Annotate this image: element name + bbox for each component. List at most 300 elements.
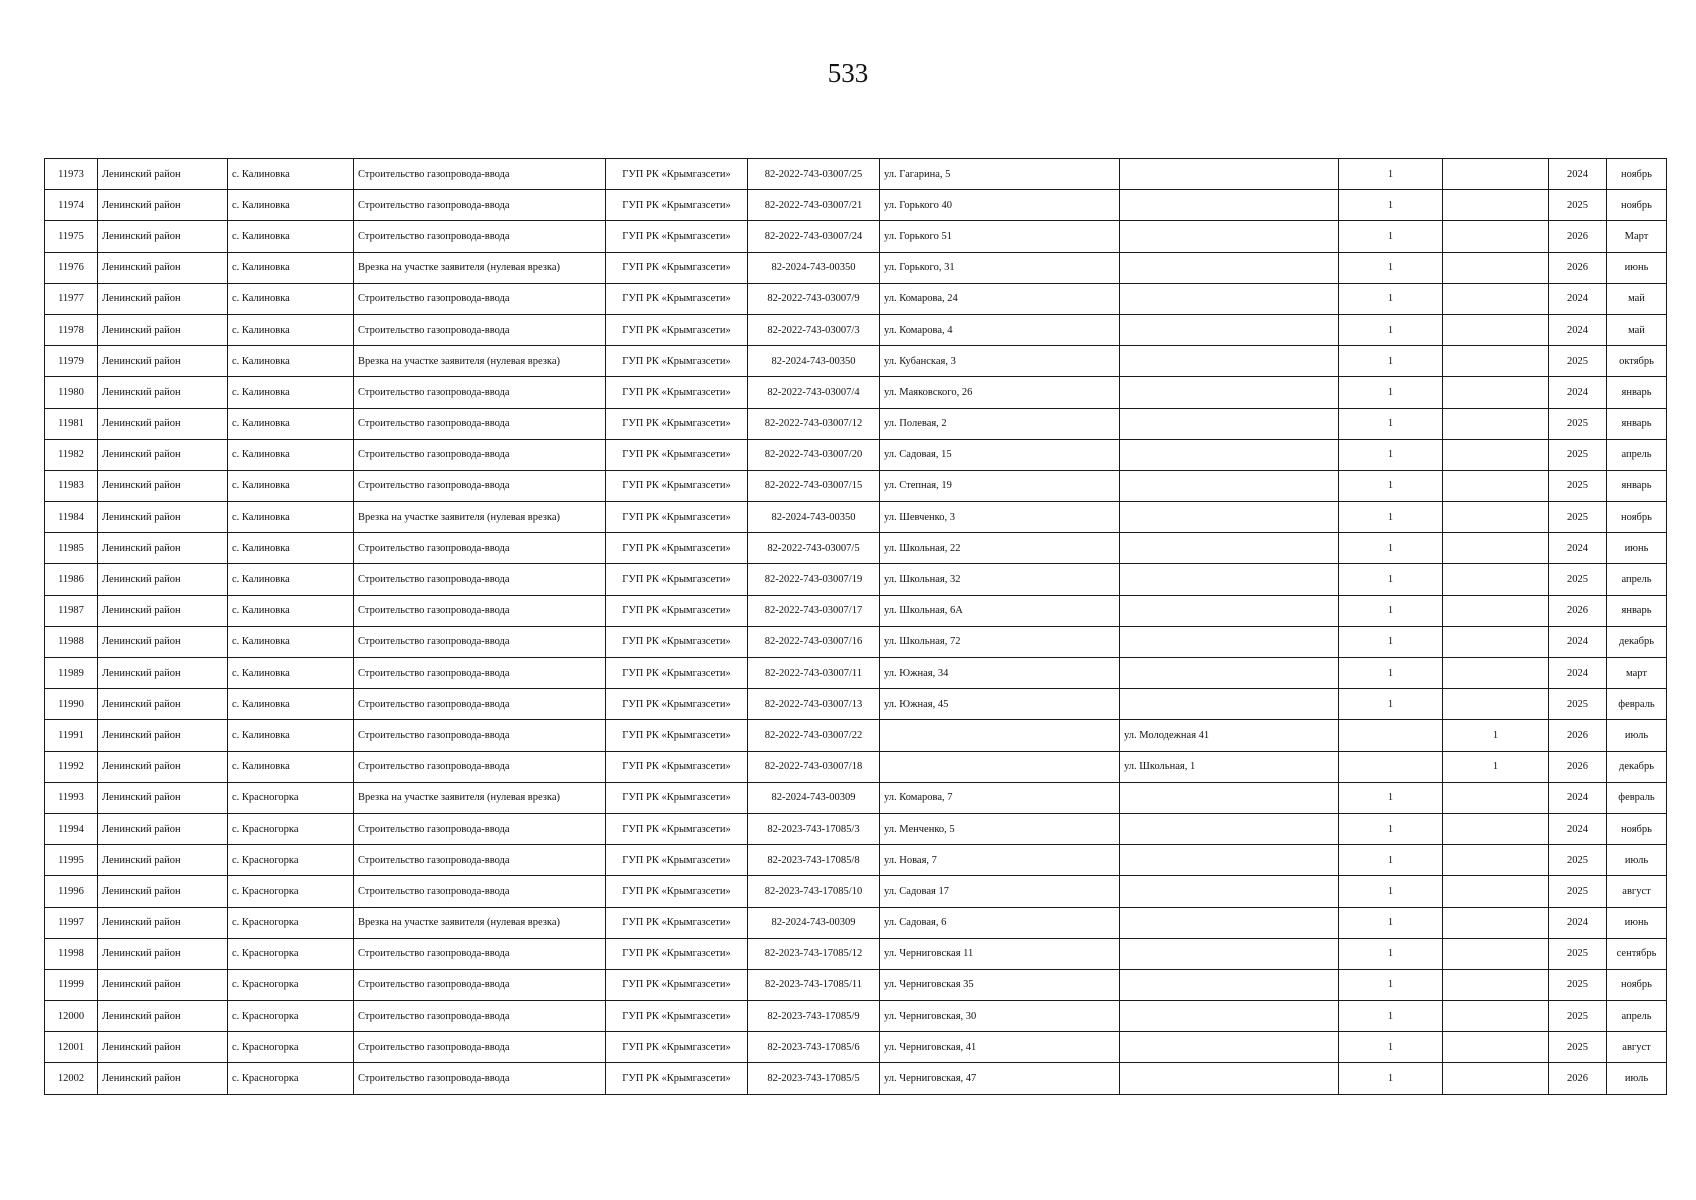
row-number-cell: 11980 [45, 377, 98, 408]
settlement-cell: с. Красногорка [228, 938, 354, 969]
quantity-primary-cell: 1 [1339, 813, 1443, 844]
address-primary-cell: ул. Черниговская 11 [880, 938, 1120, 969]
year-cell: 2025 [1549, 969, 1607, 1000]
settlement-cell: с. Калиновка [228, 252, 354, 283]
year-cell: 2026 [1549, 1063, 1607, 1094]
address-primary-cell [880, 720, 1120, 751]
contractor-cell: ГУП РК «Крымгазсети» [606, 813, 748, 844]
district-cell: Ленинский район [98, 658, 228, 689]
row-number-cell: 11984 [45, 502, 98, 533]
contractor-cell: ГУП РК «Крымгазсети» [606, 377, 748, 408]
district-cell: Ленинский район [98, 845, 228, 876]
month-cell: октябрь [1607, 346, 1667, 377]
month-cell: апрель [1607, 1001, 1667, 1032]
year-cell: 2024 [1549, 813, 1607, 844]
contract-code-cell: 82-2023-743-17085/12 [748, 938, 880, 969]
address-primary-cell: ул. Менченко, 5 [880, 813, 1120, 844]
address-primary-cell: ул. Школьная, 72 [880, 626, 1120, 657]
address-secondary-cell [1120, 658, 1339, 689]
row-number-cell: 11993 [45, 782, 98, 813]
quantity-secondary-cell: 1 [1443, 751, 1549, 782]
quantity-primary-cell: 1 [1339, 221, 1443, 252]
row-number-cell: 11987 [45, 595, 98, 626]
year-cell: 2025 [1549, 439, 1607, 470]
address-secondary-cell [1120, 689, 1339, 720]
month-cell: апрель [1607, 439, 1667, 470]
row-number-cell: 11997 [45, 907, 98, 938]
row-number-cell: 11992 [45, 751, 98, 782]
row-number-cell: 11991 [45, 720, 98, 751]
quantity-primary-cell: 1 [1339, 502, 1443, 533]
table-row [45, 845, 1667, 876]
district-cell: Ленинский район [98, 377, 228, 408]
table-row [45, 314, 1667, 345]
row-number-cell: 11995 [45, 845, 98, 876]
contract-code-cell: 82-2023-743-17085/5 [748, 1063, 880, 1094]
address-primary-cell: ул. Кубанская, 3 [880, 346, 1120, 377]
month-cell: июль [1607, 1063, 1667, 1094]
table-row [45, 377, 1667, 408]
quantity-secondary-cell [1443, 221, 1549, 252]
contract-code-cell: 82-2022-743-03007/22 [748, 720, 880, 751]
quantity-primary-cell: 1 [1339, 314, 1443, 345]
year-cell: 2024 [1549, 907, 1607, 938]
work-type-cell: Строительство газопровода-ввода [354, 876, 606, 907]
contractor-cell: ГУП РК «Крымгазсети» [606, 626, 748, 657]
quantity-primary-cell: 1 [1339, 533, 1443, 564]
contractor-cell: ГУП РК «Крымгазсети» [606, 1032, 748, 1063]
row-number-cell: 11981 [45, 408, 98, 439]
month-cell: март [1607, 658, 1667, 689]
settlement-cell: с. Красногорка [228, 1001, 354, 1032]
month-cell: апрель [1607, 564, 1667, 595]
address-secondary-cell [1120, 969, 1339, 1000]
table-row [45, 346, 1667, 377]
month-cell: июнь [1607, 907, 1667, 938]
address-primary-cell: ул. Комарова, 4 [880, 314, 1120, 345]
work-type-cell: Врезка на участке заявителя (нулевая врезка) [354, 252, 606, 283]
row-number-cell: 11999 [45, 969, 98, 1000]
year-cell: 2024 [1549, 314, 1607, 345]
settlement-cell: с. Красногорка [228, 813, 354, 844]
contractor-cell: ГУП РК «Крымгазсети» [606, 190, 748, 221]
work-type-cell: Строительство газопровода-ввода [354, 813, 606, 844]
table-row [45, 876, 1667, 907]
quantity-primary-cell: 1 [1339, 689, 1443, 720]
table-row [45, 1063, 1667, 1094]
contractor-cell: ГУП РК «Крымгазсети» [606, 751, 748, 782]
contractor-cell: ГУП РК «Крымгазсети» [606, 1063, 748, 1094]
work-type-cell: Врезка на участке заявителя (нулевая врезка) [354, 782, 606, 813]
address-primary-cell: ул. Садовая, 6 [880, 907, 1120, 938]
month-cell: февраль [1607, 689, 1667, 720]
table-row [45, 1032, 1667, 1063]
work-type-cell: Строительство газопровода-ввода [354, 1063, 606, 1094]
quantity-secondary-cell [1443, 1001, 1549, 1032]
contractor-cell: ГУП РК «Крымгазсети» [606, 439, 748, 470]
year-cell: 2025 [1549, 1001, 1607, 1032]
contract-code-cell: 82-2023-743-17085/3 [748, 813, 880, 844]
month-cell: май [1607, 283, 1667, 314]
district-cell: Ленинский район [98, 720, 228, 751]
month-cell: Март [1607, 221, 1667, 252]
year-cell: 2025 [1549, 938, 1607, 969]
work-type-cell: Строительство газопровода-ввода [354, 689, 606, 720]
contractor-cell: ГУП РК «Крымгазсети» [606, 876, 748, 907]
address-primary-cell: ул. Комарова, 24 [880, 283, 1120, 314]
year-cell: 2024 [1549, 533, 1607, 564]
address-primary-cell: ул. Гагарина, 5 [880, 159, 1120, 190]
month-cell: декабрь [1607, 751, 1667, 782]
settlement-cell: с. Калиновка [228, 408, 354, 439]
address-secondary-cell [1120, 938, 1339, 969]
contractor-cell: ГУП РК «Крымгазсети» [606, 159, 748, 190]
work-type-cell: Строительство газопровода-ввода [354, 314, 606, 345]
table-row [45, 626, 1667, 657]
row-number-cell: 11983 [45, 470, 98, 501]
row-number-cell: 11990 [45, 689, 98, 720]
contract-code-cell: 82-2023-743-17085/11 [748, 969, 880, 1000]
work-type-cell: Строительство газопровода-ввода [354, 190, 606, 221]
month-cell: январь [1607, 408, 1667, 439]
year-cell: 2024 [1549, 283, 1607, 314]
settlement-cell: с. Калиновка [228, 470, 354, 501]
contract-code-cell: 82-2022-743-03007/4 [748, 377, 880, 408]
district-cell: Ленинский район [98, 938, 228, 969]
settlement-cell: с. Красногорка [228, 1032, 354, 1063]
address-secondary-cell [1120, 377, 1339, 408]
row-number-cell: 11976 [45, 252, 98, 283]
quantity-primary-cell: 1 [1339, 564, 1443, 595]
quantity-secondary-cell [1443, 190, 1549, 221]
address-secondary-cell [1120, 1032, 1339, 1063]
work-type-cell: Строительство газопровода-ввода [354, 221, 606, 252]
address-secondary-cell [1120, 595, 1339, 626]
row-number-cell: 11978 [45, 314, 98, 345]
quantity-primary-cell: 1 [1339, 1001, 1443, 1032]
work-type-cell: Строительство газопровода-ввода [354, 1032, 606, 1063]
contractor-cell: ГУП РК «Крымгазсети» [606, 283, 748, 314]
district-cell: Ленинский район [98, 502, 228, 533]
district-cell: Ленинский район [98, 314, 228, 345]
table-row [45, 751, 1667, 782]
address-secondary-cell [1120, 408, 1339, 439]
work-type-cell: Врезка на участке заявителя (нулевая врезка) [354, 907, 606, 938]
contract-code-cell: 82-2023-743-17085/6 [748, 1032, 880, 1063]
quantity-secondary-cell [1443, 283, 1549, 314]
district-cell: Ленинский район [98, 470, 228, 501]
settlement-cell: с. Калиновка [228, 658, 354, 689]
address-secondary-cell [1120, 502, 1339, 533]
quantity-secondary-cell: 1 [1443, 720, 1549, 751]
month-cell: январь [1607, 377, 1667, 408]
address-primary-cell: ул. Черниговская, 30 [880, 1001, 1120, 1032]
page-number: 533 [827, 58, 869, 88]
table-row [45, 595, 1667, 626]
address-secondary-cell [1120, 252, 1339, 283]
quantity-secondary-cell [1443, 845, 1549, 876]
quantity-secondary-cell [1443, 626, 1549, 657]
address-secondary-cell [1120, 439, 1339, 470]
month-cell: ноябрь [1607, 190, 1667, 221]
contractor-cell: ГУП РК «Крымгазсети» [606, 221, 748, 252]
work-type-cell: Строительство газопровода-ввода [354, 845, 606, 876]
month-cell: декабрь [1607, 626, 1667, 657]
district-cell: Ленинский район [98, 346, 228, 377]
year-cell: 2025 [1549, 502, 1607, 533]
settlement-cell: с. Калиновка [228, 595, 354, 626]
row-number-cell: 11994 [45, 813, 98, 844]
table-row [45, 252, 1667, 283]
district-cell: Ленинский район [98, 564, 228, 595]
address-primary-cell: ул. Школьная, 32 [880, 564, 1120, 595]
quantity-secondary-cell [1443, 658, 1549, 689]
contract-code-cell: 82-2022-743-03007/9 [748, 283, 880, 314]
contract-code-cell: 82-2023-743-17085/8 [748, 845, 880, 876]
work-type-cell: Строительство газопровода-ввода [354, 969, 606, 1000]
address-secondary-cell [1120, 907, 1339, 938]
contract-code-cell: 82-2024-743-00350 [748, 502, 880, 533]
address-secondary-cell [1120, 314, 1339, 345]
district-cell: Ленинский район [98, 190, 228, 221]
quantity-secondary-cell [1443, 252, 1549, 283]
row-number-cell: 11975 [45, 221, 98, 252]
table-row [45, 1001, 1667, 1032]
quantity-secondary-cell [1443, 346, 1549, 377]
address-primary-cell: ул. Степная, 19 [880, 470, 1120, 501]
contract-code-cell: 82-2022-743-03007/12 [748, 408, 880, 439]
contractor-cell: ГУП РК «Крымгазсети» [606, 470, 748, 501]
quantity-primary-cell: 1 [1339, 439, 1443, 470]
table-row [45, 689, 1667, 720]
row-number-cell: 11979 [45, 346, 98, 377]
work-type-cell: Строительство газопровода-ввода [354, 626, 606, 657]
year-cell: 2025 [1549, 845, 1607, 876]
contractor-cell: ГУП РК «Крымгазсети» [606, 689, 748, 720]
contractor-cell: ГУП РК «Крымгазсети» [606, 782, 748, 813]
settlement-cell: с. Калиновка [228, 533, 354, 564]
address-secondary-cell [1120, 564, 1339, 595]
contractor-cell: ГУП РК «Крымгазсети» [606, 595, 748, 626]
contract-code-cell: 82-2022-743-03007/3 [748, 314, 880, 345]
contract-code-cell: 82-2023-743-17085/9 [748, 1001, 880, 1032]
work-type-cell: Строительство газопровода-ввода [354, 377, 606, 408]
settlement-cell: с. Калиновка [228, 221, 354, 252]
year-cell: 2025 [1549, 689, 1607, 720]
district-cell: Ленинский район [98, 626, 228, 657]
contractor-cell: ГУП РК «Крымгазсети» [606, 533, 748, 564]
address-secondary-cell [1120, 1001, 1339, 1032]
work-type-cell: Строительство газопровода-ввода [354, 658, 606, 689]
address-primary-cell: ул. Школьная, 22 [880, 533, 1120, 564]
quantity-secondary-cell [1443, 533, 1549, 564]
work-type-cell: Строительство газопровода-ввода [354, 283, 606, 314]
contract-code-cell: 82-2023-743-17085/10 [748, 876, 880, 907]
contractor-cell: ГУП РК «Крымгазсети» [606, 252, 748, 283]
district-cell: Ленинский район [98, 252, 228, 283]
address-primary-cell: ул. Садовая, 15 [880, 439, 1120, 470]
address-primary-cell: ул. Полевая, 2 [880, 408, 1120, 439]
quantity-primary-cell: 1 [1339, 658, 1443, 689]
contractor-cell: ГУП РК «Крымгазсети» [606, 408, 748, 439]
address-primary-cell: ул. Горького, 31 [880, 252, 1120, 283]
quantity-secondary-cell [1443, 159, 1549, 190]
year-cell: 2024 [1549, 782, 1607, 813]
row-number-cell: 12001 [45, 1032, 98, 1063]
address-secondary-cell [1120, 159, 1339, 190]
quantity-primary-cell: 1 [1339, 907, 1443, 938]
address-secondary-cell: ул. Молодежная 41 [1120, 720, 1339, 751]
contractor-cell: ГУП РК «Крымгазсети» [606, 658, 748, 689]
contract-code-cell: 82-2024-743-00350 [748, 346, 880, 377]
row-number-cell: 11989 [45, 658, 98, 689]
quantity-primary-cell: 1 [1339, 1063, 1443, 1094]
district-cell: Ленинский район [98, 439, 228, 470]
quantity-primary-cell: 1 [1339, 377, 1443, 408]
year-cell: 2024 [1549, 658, 1607, 689]
contract-code-cell: 82-2024-743-00350 [748, 252, 880, 283]
quantity-secondary-cell [1443, 408, 1549, 439]
row-number-cell: 12000 [45, 1001, 98, 1032]
address-primary-cell: ул. Школьная, 6А [880, 595, 1120, 626]
contract-code-cell: 82-2022-743-03007/11 [748, 658, 880, 689]
work-type-cell: Строительство газопровода-ввода [354, 439, 606, 470]
gas-connection-table [44, 158, 1667, 1095]
address-secondary-cell [1120, 533, 1339, 564]
work-type-cell: Строительство газопровода-ввода [354, 159, 606, 190]
district-cell: Ленинский район [98, 782, 228, 813]
address-secondary-cell [1120, 346, 1339, 377]
quantity-secondary-cell [1443, 782, 1549, 813]
district-cell: Ленинский район [98, 969, 228, 1000]
table-row [45, 720, 1667, 751]
quantity-secondary-cell [1443, 314, 1549, 345]
month-cell: сентябрь [1607, 938, 1667, 969]
address-primary-cell: ул. Южная, 45 [880, 689, 1120, 720]
quantity-secondary-cell [1443, 813, 1549, 844]
month-cell: январь [1607, 470, 1667, 501]
settlement-cell: с. Калиновка [228, 159, 354, 190]
district-cell: Ленинский район [98, 221, 228, 252]
contractor-cell: ГУП РК «Крымгазсети» [606, 314, 748, 345]
quantity-secondary-cell [1443, 439, 1549, 470]
work-type-cell: Врезка на участке заявителя (нулевая врезка) [354, 502, 606, 533]
district-cell: Ленинский район [98, 813, 228, 844]
district-cell: Ленинский район [98, 1032, 228, 1063]
quantity-secondary-cell [1443, 938, 1549, 969]
table-row [45, 533, 1667, 564]
quantity-primary-cell: 1 [1339, 1032, 1443, 1063]
month-cell: ноябрь [1607, 813, 1667, 844]
contractor-cell: ГУП РК «Крымгазсети» [606, 907, 748, 938]
quantity-primary-cell [1339, 720, 1443, 751]
month-cell: июнь [1607, 533, 1667, 564]
year-cell: 2024 [1549, 626, 1607, 657]
row-number-cell: 11977 [45, 283, 98, 314]
row-number-cell: 11973 [45, 159, 98, 190]
quantity-primary-cell: 1 [1339, 252, 1443, 283]
quantity-primary-cell [1339, 751, 1443, 782]
address-secondary-cell [1120, 626, 1339, 657]
contract-code-cell: 82-2022-743-03007/18 [748, 751, 880, 782]
district-cell: Ленинский район [98, 751, 228, 782]
settlement-cell: с. Красногорка [228, 782, 354, 813]
month-cell: январь [1607, 595, 1667, 626]
month-cell: август [1607, 876, 1667, 907]
year-cell: 2026 [1549, 595, 1607, 626]
work-type-cell: Строительство газопровода-ввода [354, 470, 606, 501]
quantity-secondary-cell [1443, 502, 1549, 533]
settlement-cell: с. Калиновка [228, 751, 354, 782]
quantity-secondary-cell [1443, 1032, 1549, 1063]
quantity-primary-cell: 1 [1339, 408, 1443, 439]
address-secondary-cell [1120, 283, 1339, 314]
address-secondary-cell [1120, 470, 1339, 501]
contract-code-cell: 82-2022-743-03007/19 [748, 564, 880, 595]
month-cell: февраль [1607, 782, 1667, 813]
quantity-secondary-cell [1443, 564, 1549, 595]
table-row [45, 969, 1667, 1000]
year-cell: 2025 [1549, 470, 1607, 501]
address-primary-cell: ул. Шевченко, 3 [880, 502, 1120, 533]
contract-code-cell: 82-2022-743-03007/5 [748, 533, 880, 564]
year-cell: 2026 [1549, 252, 1607, 283]
month-cell: август [1607, 1032, 1667, 1063]
contract-code-cell: 82-2022-743-03007/25 [748, 159, 880, 190]
settlement-cell: с. Калиновка [228, 564, 354, 595]
table-row [45, 564, 1667, 595]
row-number-cell: 11986 [45, 564, 98, 595]
contract-code-cell: 82-2022-743-03007/13 [748, 689, 880, 720]
table-row [45, 439, 1667, 470]
year-cell: 2025 [1549, 190, 1607, 221]
contractor-cell: ГУП РК «Крымгазсети» [606, 564, 748, 595]
district-cell: Ленинский район [98, 876, 228, 907]
work-type-cell: Строительство газопровода-ввода [354, 1001, 606, 1032]
row-number-cell: 11974 [45, 190, 98, 221]
address-primary-cell: ул. Маяковского, 26 [880, 377, 1120, 408]
work-type-cell: Строительство газопровода-ввода [354, 720, 606, 751]
row-number-cell: 11988 [45, 626, 98, 657]
district-cell: Ленинский район [98, 595, 228, 626]
contract-code-cell: 82-2022-743-03007/15 [748, 470, 880, 501]
work-type-cell: Строительство газопровода-ввода [354, 751, 606, 782]
contract-code-cell: 82-2024-743-00309 [748, 907, 880, 938]
quantity-primary-cell: 1 [1339, 938, 1443, 969]
work-type-cell: Строительство газопровода-ввода [354, 595, 606, 626]
contractor-cell: ГУП РК «Крымгазсети» [606, 969, 748, 1000]
row-number-cell: 11982 [45, 439, 98, 470]
quantity-primary-cell: 1 [1339, 346, 1443, 377]
address-secondary-cell [1120, 876, 1339, 907]
quantity-secondary-cell [1443, 595, 1549, 626]
table-row [45, 190, 1667, 221]
settlement-cell: с. Красногорка [228, 907, 354, 938]
quantity-primary-cell: 1 [1339, 845, 1443, 876]
row-number-cell: 11996 [45, 876, 98, 907]
quantity-primary-cell: 1 [1339, 876, 1443, 907]
month-cell: июнь [1607, 252, 1667, 283]
address-secondary-cell [1120, 845, 1339, 876]
month-cell: июль [1607, 845, 1667, 876]
address-primary-cell: ул. Садовая 17 [880, 876, 1120, 907]
work-type-cell: Строительство газопровода-ввода [354, 533, 606, 564]
address-primary-cell: ул. Черниговская 35 [880, 969, 1120, 1000]
table-row [45, 782, 1667, 813]
quantity-secondary-cell [1443, 1063, 1549, 1094]
table-row [45, 907, 1667, 938]
month-cell: ноябрь [1607, 502, 1667, 533]
